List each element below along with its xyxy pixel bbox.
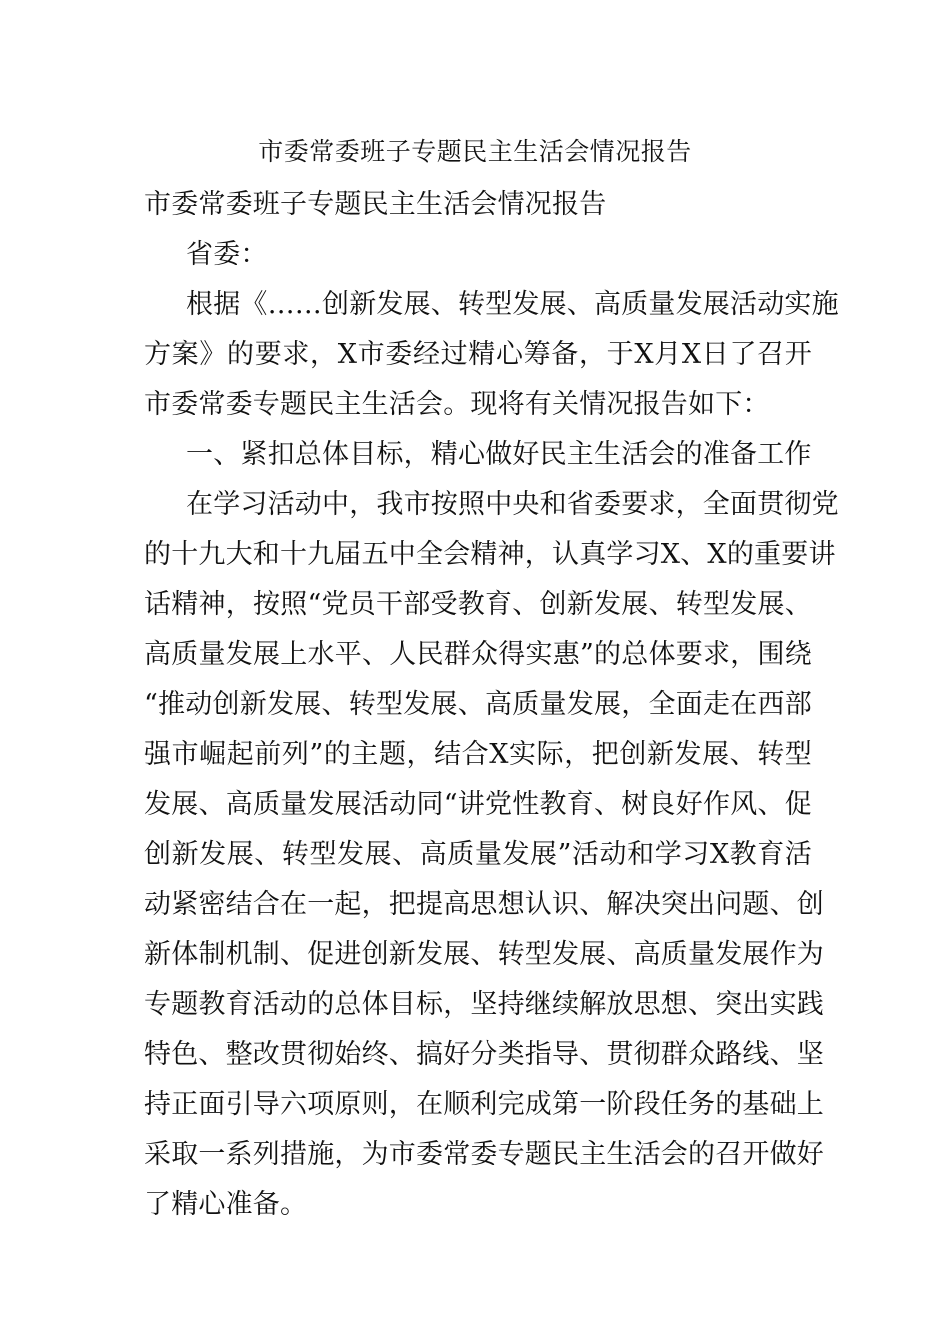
body-line: 采取一系列措施，为市委常委专题民主生活会的召开做好: [144, 1139, 824, 1170]
document-subtitle: 市委常委班子专题民主生活会情况报告: [144, 189, 607, 220]
body-line: 话精神，按照“党员干部受教育、创新发展、转型发展、: [144, 589, 812, 620]
intro-line: 根据《……创新发展、转型发展、高质量发展活动实施: [186, 289, 839, 320]
intro-line: 方案》的要求，X市委经过精心筹备，于X月X日了召开: [144, 339, 812, 370]
body-line: 了精心准备。: [144, 1189, 308, 1220]
body-line: 发展、高质量发展活动同“讲党性教育、树良好作风、促: [144, 789, 812, 820]
body-line: 动紧密结合在一起，把提高思想认识、解决突出问题、创: [144, 889, 824, 920]
body-line: 在学习活动中，我市按照中央和省委要求，全面贯彻党: [186, 489, 839, 520]
body-line: 持正面引导六项原则，在顺利完成第一阶段任务的基础上: [144, 1089, 824, 1120]
intro-line: 市委常委专题民主生活会。现将有关情况报告如下：: [144, 389, 770, 420]
body-line: 高质量发展上水平、人民群众得实惠”的总体要求，围绕: [144, 639, 812, 670]
body-line: “推动创新发展、转型发展、高质量发展，全面走在西部: [144, 689, 812, 720]
document-title: 市委常委班子专题民主生活会情况报告: [258, 137, 692, 166]
body-line: 的十九大和十九届五中全会精神，认真学习X、X的重要讲: [144, 539, 836, 570]
document-body: [144, 180, 839, 1230]
body-line: 新体制机制、促进创新发展、转型发展、高质量发展作为: [144, 939, 824, 970]
body-line: 创新发展、转型发展、高质量发展”活动和学习X教育活: [144, 839, 812, 870]
body-line: 专题教育活动的总体目标，坚持继续解放思想、突出实践: [144, 989, 824, 1020]
body-line: 特色、整改贯彻始终、搞好分类指导、贯彻群众路线、坚: [144, 1039, 824, 1070]
section-heading: 一、紧扣总体目标，精心做好民主生活会的准备工作: [186, 439, 812, 470]
salutation: 省委：: [186, 239, 268, 270]
body-line: 强市崛起前列”的主题，结合X实际，把创新发展、转型: [144, 739, 812, 770]
